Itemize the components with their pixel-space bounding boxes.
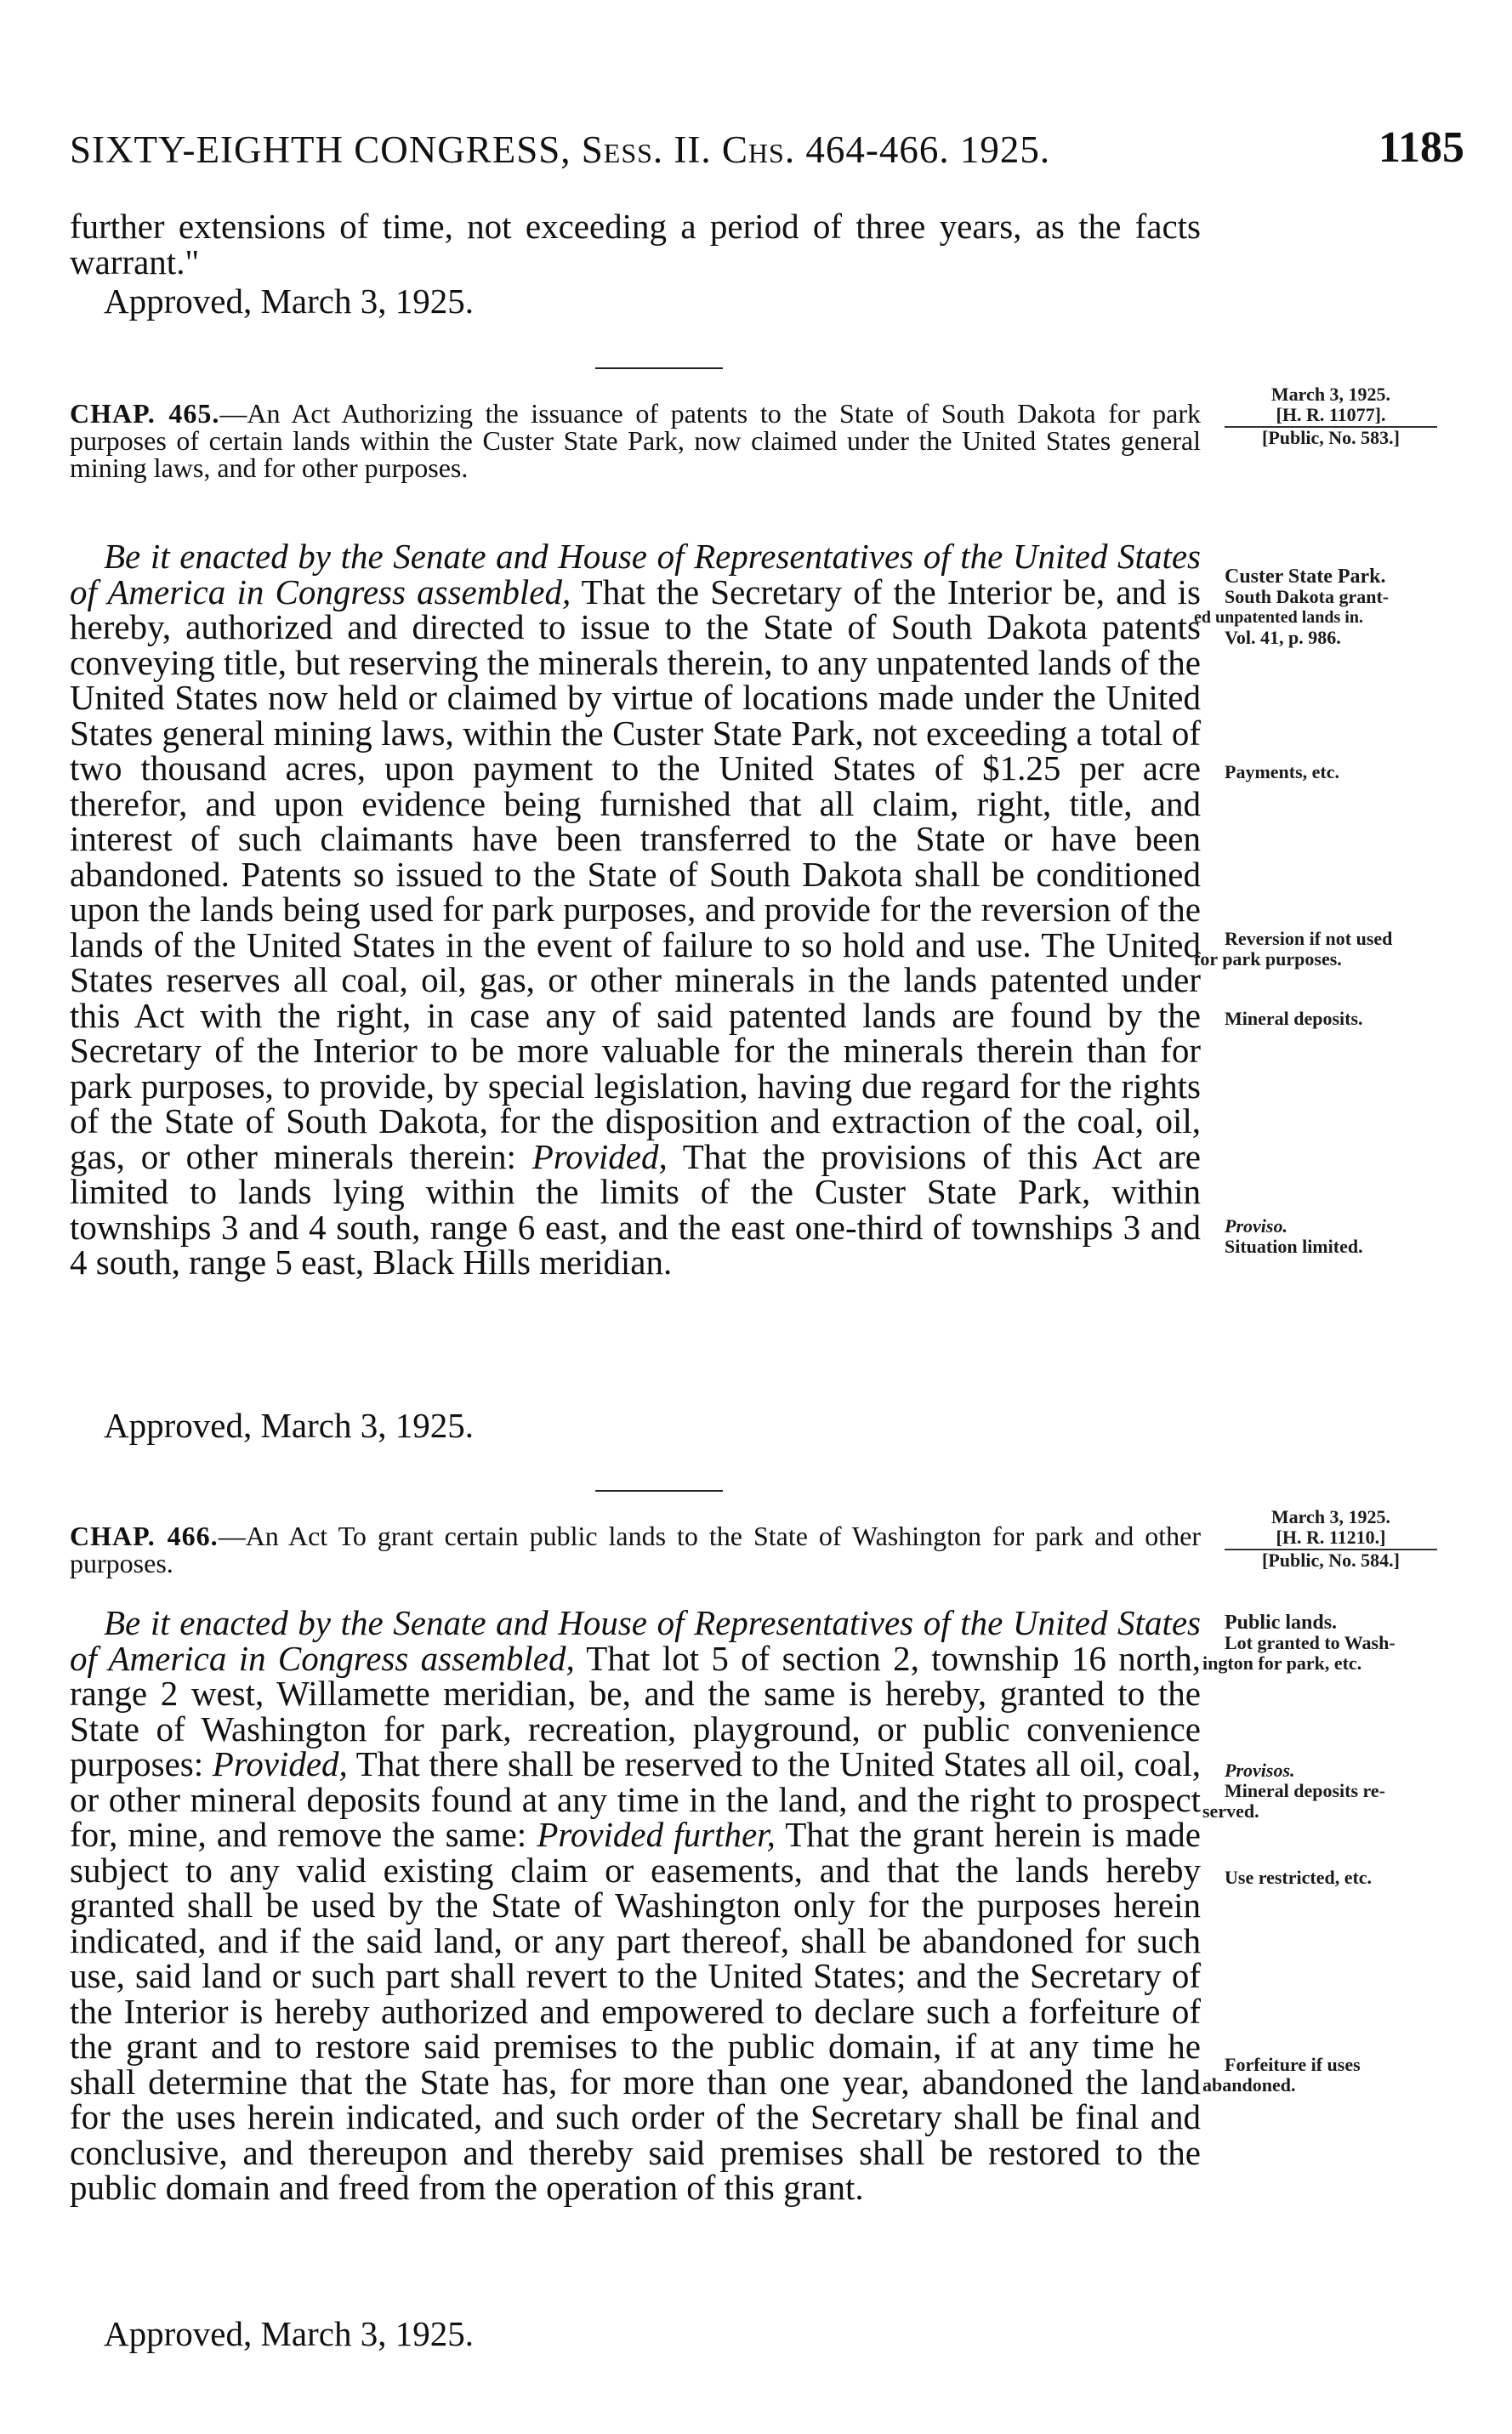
margin-note-mineral: Mineral deposits. xyxy=(1225,1008,1363,1029)
margin-note-public-lands: Public lands. Lot granted to Wash- ington for park, etc. xyxy=(1202,1612,1395,1674)
chap466-margin-citation: March 3, 1925. [H. R. 11210.] [Public, No. 584.] xyxy=(1225,1507,1437,1571)
chap465-label: CHAP. 465. xyxy=(70,398,220,429)
margin-note-forfeiture: Forfeiture if uses abandoned. xyxy=(1202,2054,1361,2096)
approved-line-465: Approved, March 3, 1925. xyxy=(104,1406,474,1445)
chap465-enacting-clause: Be it enacted by the Senate and House of Representatives of the United States of America in Congress assembled, xyxy=(70,537,1201,611)
chap466-label: CHAP. 466. xyxy=(70,1521,219,1551)
margin-note-proviso: Proviso. Situation limited. xyxy=(1225,1215,1363,1257)
page-number: 1185 xyxy=(1378,123,1464,172)
approved-line-464: Approved, March 3, 1925. xyxy=(104,282,474,321)
chap465-body: Be it enacted by the Senate and House of Representatives of the United States of America in Congress assembled, That the Secretary of the Interior be, and is hereby, authorized and directed to issue to the State of South Dakota patents conveying title, but reserving the minerals therein, to any unpatented lands of the United States now held or claimed by virtue of locations made under the United States general mining laws, within the Custer State Park, not exceeding a total of two thousand acres, upon payment to the United States of $1.25 per acre therefor, and upon evidence being furnished that all claim, right, title, and interest of such claimants have been transferred to the State or have been abandoned. Patents so issued to the State of South Dakota shall be conditioned upon the lands being used for park purposes, and provide for the reversion of the lands of the United States in the event of failure to so hold and use. The United States reserves all coal, oil, gas, or other minerals in the lands patented under this Act with the right, in case any of said patented lands are found by the Secretary of the Interior to be more valuable for the minerals therein than for park purposes, to provide, by special legislation, having due regard for the rights of the State of South Dakota, for the disposition and extraction of the coal, oil, gas, or other minerals therein: Provided, That the provisions of this Act are limited to lands lying within the limits of the Custer State Park, within townships 3 and 4 south, range 6 east, and the east one-third of townships 3 and 4 south, range 5 east, Black Hills meridian. xyxy=(70,537,1201,1282)
chap466-body: Be it enacted by the Senate and House of Representatives of the United States of America in Congress assembled, That lot 5 of section 2, township 16 north, range 2 west, Willamette meridian, be, and the same is hereby, granted to the State of Washington for park, recreation, playground, or public convenience purposes: Provided, That there shall be reserved to the United States all oil, coal, or other mineral deposits found at any time in the land, and the right to prospect for, mine, and remove the same: Provided further, That the grant herein is made subject to any valid existing claim or easements, and that the lands hereby granted shall be used by the State of Washington only for the purposes herein indicated, and if the said land, or any part thereof, shall be abandoned for such use, said land or such part shall revert to the United States; and the Secretary of the Interior is hereby authorized and empowered to declare such a forfeiture of the grant and to restore said premises to the public domain, if at any time he shall determine that the State has, for more than one year, abandoned the land for the uses herein indicated, and such order of the Secretary shall be final and conclusive, and thereupon and thereby said premises shall be restored to the public domain and freed from the operation of this grant. xyxy=(70,1603,1202,2207)
margin-note-payments: Payments, etc. xyxy=(1225,761,1340,782)
chap465-title: CHAP. 465.—An Act Authorizing the issuance of patents to the State of South Dakota for park purposes of certain lands within the Custer State Park, now claimed under the United States general mining laws, and for other purposes. xyxy=(70,398,1202,483)
margin-note-reversion: Reversion if not used for park purposes. xyxy=(1194,928,1393,970)
margin-note-use: Use restricted, etc. xyxy=(1225,1867,1373,1888)
margin-note-custer: Custer State Park. South Dakota grant- ed unpatented lands in. Vol. 41, p. 986. xyxy=(1194,566,1390,648)
section-divider xyxy=(595,367,723,369)
chap466-title: CHAP. 466.—An Act To grant certain public lands to the State of Washington for park and other purposes. xyxy=(70,1521,1202,1578)
running-header xyxy=(70,123,1464,187)
header-title: SIXTY-EIGHTH CONGRESS, Sess. II. Chs. 464-466. 1925. xyxy=(70,128,1051,171)
chap465-margin-citation: March 3, 1925. [H. R. 11077]. [Public, No. 583.] xyxy=(1225,384,1437,448)
continuation-paragraph: further extensions of time, not exceeding a period of three years, as the facts warrant." xyxy=(70,207,1201,282)
margin-note-provisos: Provisos. Mineral deposits re- served. xyxy=(1202,1760,1386,1822)
section-divider xyxy=(595,1490,723,1492)
chap466-enacting-clause: Be it enacted by the Senate and House of Representatives of the United States of America in Congress assembled, xyxy=(70,1603,1201,1678)
approved-line-466: Approved, March 3, 1925. xyxy=(104,2314,474,2353)
